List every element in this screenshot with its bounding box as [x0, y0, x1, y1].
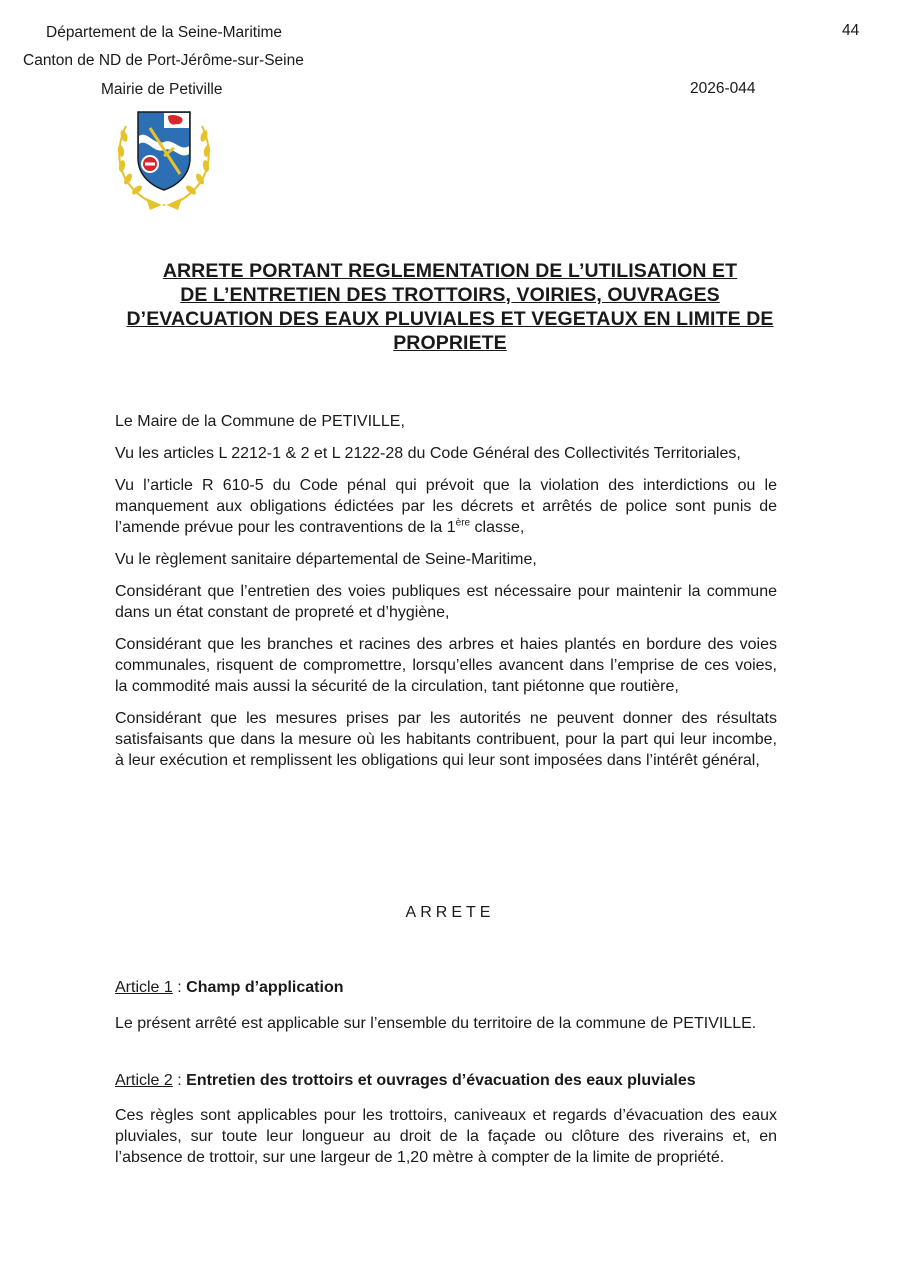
article-title: Champ d’application	[186, 979, 344, 996]
department-name: Département de la Seine-Maritime	[46, 24, 283, 41]
decree-title	[60, 259, 840, 355]
article-2-text: Ces règles sont applicables pour les trottoirs, caniveaux et regards d’évacuation des eaux pluviales, sur toute leur longueur au droit de la façade ou clôture des riverains et, en l’absence de trottoir, sur une largeur de 1,20 mètre à compter de la limite de propriété.	[115, 1107, 777, 1166]
title-line: D’EVACUATION DES EAUX PLUVIALES ET VEGETAUX EN LIMITE DE	[126, 308, 774, 330]
title-line: PROPRIETE	[393, 332, 507, 354]
decree-word: ARRETE	[405, 904, 495, 921]
canton-name: Canton de ND de Port-Jérôme-sur-Seine	[23, 52, 304, 69]
article-label: Article 1	[115, 979, 173, 996]
preamble-considering-residents: Considérant que les mesures prises par les autorités ne peuvent donner des résultats satisfaisants que dans la mesure où les habitants contribuent, pour la part qui leur incombe, à leur exécution et remplissent les obligations qui leur sont imposées dans l’intérêt général,	[115, 710, 777, 769]
article-2-heading: Article 2 : Entretien des trottoirs et ouvrages d’évacuation des eaux pluviales	[115, 1072, 696, 1089]
preamble-considering-trees: Considérant que les branches et racines des arbres et haies plantés en bordure des voies communales, risquent de compromettre, lorsqu’elles avancent dans l’emprise de ces voies, la commodité mais aussi la sécurité de la circulation, tant piétonne que routière,	[115, 636, 777, 695]
article-label: Article 2	[115, 1072, 173, 1089]
article-1-heading: Article 1 : Champ d’application	[115, 979, 344, 996]
coat-of-arms-icon	[112, 106, 216, 216]
mairie-name: Mairie de Petiville	[101, 81, 223, 98]
preamble-articles: Vu les articles L 2212-1 & 2 et L 2122-28 du Code Général des Collectivités Territoriales,	[115, 445, 741, 462]
preamble	[115, 411, 777, 782]
preamble-considering-maintenance: Considérant que l’entretien des voies publiques est nécessaire pour maintenir la commune dans un état constant de propreté et d’hygiène,	[115, 583, 777, 621]
preamble-penal-code: Vu l’article R 610-5 du Code pénal qui prévoit que la violation des interdictions ou le manquement aux obligations édictées par les décrets et arrêtés de police sont punis de l’amende prévue pour les contraventions de la 1ère classe,	[115, 477, 777, 536]
article-1-text: Le présent arrêté est applicable sur l’ensemble du territoire de la commune de PETIVILLE.	[115, 1015, 757, 1032]
preamble-mayor: Le Maire de la Commune de PETIVILLE,	[115, 413, 405, 430]
preamble-sanitary: Vu le règlement sanitaire départemental de Seine-Maritime,	[115, 551, 537, 568]
title-line: DE L’ENTRETIEN DES TROTTOIRS, VOIRIES, OUVRAGES	[180, 284, 720, 306]
title-line: ARRETE PORTANT REGLEMENTATION DE L’UTILISATION ET	[162, 260, 738, 282]
article-title: Entretien des trottoirs et ouvrages d’évacuation des eaux pluviales	[186, 1072, 696, 1089]
decree-reference: 2026-044	[690, 80, 756, 97]
page-number: 44	[842, 22, 860, 39]
